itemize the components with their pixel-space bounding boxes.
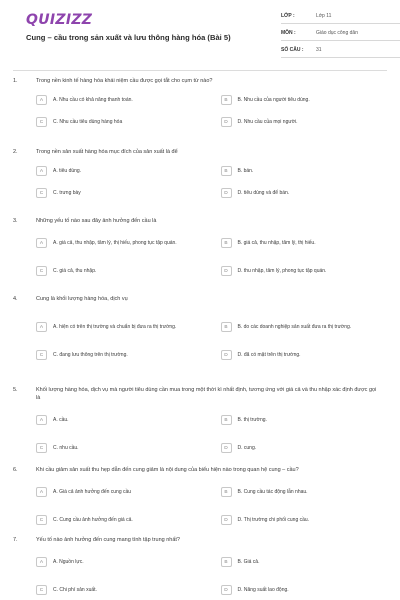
option-text: C. trưng bày — [53, 189, 81, 196]
meta-value: 31 — [316, 47, 322, 53]
option-text: D. Năng suất lao động. — [237, 586, 289, 593]
option-text: A. cầu. — [53, 416, 69, 423]
option-text: A. hiện có trên thị trường và chuẩn bị đưa ra thị trường. — [53, 323, 177, 330]
option-letter-box: A — [36, 557, 47, 567]
answer-option[interactable] — [221, 343, 388, 367]
option-letter-box: D — [221, 188, 232, 198]
meta-row-class — [281, 9, 400, 24]
answer-option[interactable] — [36, 550, 203, 574]
answer-options — [36, 315, 387, 367]
option-text: B. Cung cầu tác động lẫn nhau. — [237, 488, 308, 495]
question-number: 1. — [13, 78, 18, 84]
option-letter-box: D — [221, 515, 232, 525]
option-text: B. do các doanh nghiệp sản xuất đưa ra thị trường. — [237, 323, 352, 330]
option-letter-box: C — [36, 585, 47, 595]
answer-option[interactable] — [221, 91, 388, 109]
answer-options — [36, 408, 387, 460]
option-text: B. giá cả, thu nhập, tâm lý, thị hiếu. — [237, 239, 316, 246]
option-text: A. Nhu cầu có khả năng thanh toán. — [53, 96, 133, 103]
answer-option[interactable] — [221, 184, 388, 202]
option-text: A. Nguồn lực. — [53, 558, 84, 565]
answer-option[interactable] — [36, 408, 203, 432]
question-block — [13, 217, 387, 283]
option-text: C. nhu cầu. — [53, 444, 79, 451]
option-text: C. Cung cầu ảnh hưởng đến giá cả. — [53, 516, 133, 523]
question-header — [13, 466, 387, 474]
answer-options — [36, 231, 387, 283]
option-text: D. đã có mặt trên thị trường. — [237, 351, 301, 358]
answer-option[interactable] — [36, 162, 203, 180]
option-text: C. Nhu cầu tiêu dùng hàng hóa — [53, 118, 123, 125]
meta-value: Giáo dục công dân — [316, 30, 358, 36]
option-letter-box: A — [36, 95, 47, 105]
answer-option[interactable] — [221, 550, 388, 574]
quizizz-logo: QUIZIZZ — [26, 12, 93, 28]
question-number: 6. — [13, 467, 18, 473]
option-letter-box: D — [221, 266, 232, 276]
meta-label: SỐ CÂU : — [281, 47, 304, 53]
option-letter-box: B — [221, 95, 232, 105]
option-text: A. Giá cả ảnh hưởng đến cung cầu — [53, 488, 132, 495]
meta-value: Lớp 11 — [316, 13, 332, 19]
option-text: D. Thị trường chi phối cung cầu. — [237, 516, 310, 523]
answer-option[interactable] — [36, 91, 203, 109]
option-letter-box: D — [221, 443, 232, 453]
question-block — [13, 466, 387, 532]
answer-option[interactable] — [221, 578, 388, 600]
option-letter-box: B — [221, 487, 232, 497]
question-text: Những yếu tố nào sau đây ảnh hưởng đến cầu là — [36, 218, 157, 224]
answer-option[interactable] — [36, 184, 203, 202]
option-letter-box: C — [36, 515, 47, 525]
option-text: A. tiêu dùng. — [53, 167, 82, 174]
option-letter-box: D — [221, 117, 232, 127]
question-block — [13, 77, 387, 131]
answer-option[interactable] — [36, 113, 203, 131]
option-text: C. đang lưu thông trên thị trường. — [53, 351, 128, 358]
option-letter-box: B — [221, 415, 232, 425]
option-text: C. Chi phí sản xuất. — [53, 586, 97, 593]
option-text: A. giá cả, thu nhập, tâm lý, thị hiếu, phong tục tập quán. — [53, 239, 177, 246]
worksheet-title: Cung – cầu trong sản xuất và lưu thông hàng hóa (Bài 5) — [26, 33, 231, 42]
answer-option[interactable] — [221, 162, 388, 180]
option-letter-box: A — [36, 487, 47, 497]
question-header — [13, 217, 387, 225]
answer-options — [36, 91, 387, 131]
answer-options — [36, 480, 387, 532]
question-header — [13, 77, 387, 85]
answer-option[interactable] — [221, 480, 388, 504]
answer-option[interactable] — [36, 508, 203, 532]
question-number: 7. — [13, 537, 18, 543]
question-text: Yếu tố nào ảnh hưởng đến cung mang tính tập trung nhất? — [36, 537, 180, 543]
option-letter-box: C — [36, 117, 47, 127]
option-letter-box: C — [36, 188, 47, 198]
answer-option[interactable] — [36, 578, 203, 600]
question-number: 5. — [13, 387, 18, 393]
option-text: D. tiêu dùng và để bán. — [237, 189, 290, 196]
question-block — [13, 148, 387, 202]
worksheet-header — [13, 0, 387, 66]
question-text: Trong nền sản xuất hàng hóa mục đích của sản xuất là để — [36, 149, 178, 155]
option-letter-box: A — [36, 238, 47, 248]
question-number: 2. — [13, 149, 18, 155]
option-text: D. cung. — [237, 444, 257, 451]
answer-option[interactable] — [221, 113, 388, 131]
meta-label: MÔN : — [281, 30, 296, 36]
option-letter-box: B — [221, 557, 232, 567]
option-letter-box: B — [221, 166, 232, 176]
answer-option[interactable] — [36, 480, 203, 504]
option-letter-box: C — [36, 443, 47, 453]
question-text: Khi cầu giảm sản xuất thu hẹp dẫn đến cung giảm là nội dung của biểu hiện nào trong quan hệ cung – cầu? — [36, 467, 299, 473]
meta-label: LỚP : — [281, 13, 295, 19]
worksheet-meta — [281, 9, 400, 60]
question-header — [13, 536, 387, 544]
option-letter-box: D — [221, 350, 232, 360]
option-letter-box: C — [36, 350, 47, 360]
question-number: 3. — [13, 218, 18, 224]
question-header — [13, 386, 387, 402]
option-letter-box: D — [221, 585, 232, 595]
option-letter-box: A — [36, 415, 47, 425]
answer-option[interactable] — [36, 343, 203, 367]
question-header — [13, 295, 387, 303]
answer-option[interactable] — [221, 259, 388, 283]
option-letter-box: A — [36, 322, 47, 332]
answer-option[interactable] — [221, 315, 388, 339]
question-text: Khối lượng hàng hóa, dịch vụ mà người tiêu dùng cần mua trong một thời kì nhất định, tương ứng với giá cả và thu nhập xác định được gọi là — [36, 387, 377, 401]
option-letter-box: B — [221, 322, 232, 332]
question-block — [13, 295, 387, 367]
meta-row-question-count — [281, 43, 400, 58]
answer-option[interactable] — [36, 315, 203, 339]
question-header — [13, 148, 387, 156]
answer-options — [36, 162, 387, 202]
meta-row-subject — [281, 26, 400, 41]
answer-option[interactable] — [36, 259, 203, 283]
option-text: D. Nhu cầu của mọi người. — [237, 118, 298, 125]
answer-option[interactable] — [36, 231, 203, 255]
question-text: Trong nền kinh tế hàng hóa khái niệm cầu được gọi tắt cho cụm từ nào? — [36, 78, 213, 84]
answer-option[interactable] — [221, 508, 388, 532]
option-letter-box: A — [36, 166, 47, 176]
answer-option[interactable] — [36, 436, 203, 460]
question-text: Cung là khối lượng hàng hóa, dịch vụ — [36, 296, 128, 302]
option-text: C. giá cả, thu nhập. — [53, 267, 97, 274]
question-block — [13, 536, 387, 600]
header-divider — [13, 70, 387, 71]
option-text: B. thị trường. — [237, 416, 267, 423]
option-text: B. Giá cả. — [237, 558, 260, 565]
question-block — [13, 386, 387, 460]
question-number: 4. — [13, 296, 18, 302]
answer-options — [36, 550, 387, 600]
answer-option[interactable] — [221, 436, 388, 460]
answer-option[interactable] — [221, 231, 388, 255]
option-letter-box: B — [221, 238, 232, 248]
option-text: B. bán. — [237, 167, 254, 174]
option-text: D. thu nhập, tâm lý, phong tục tập quán. — [237, 267, 327, 274]
option-text: B. Nhu cầu của người tiêu dùng. — [237, 96, 310, 103]
option-letter-box: C — [36, 266, 47, 276]
answer-option[interactable] — [221, 408, 388, 432]
